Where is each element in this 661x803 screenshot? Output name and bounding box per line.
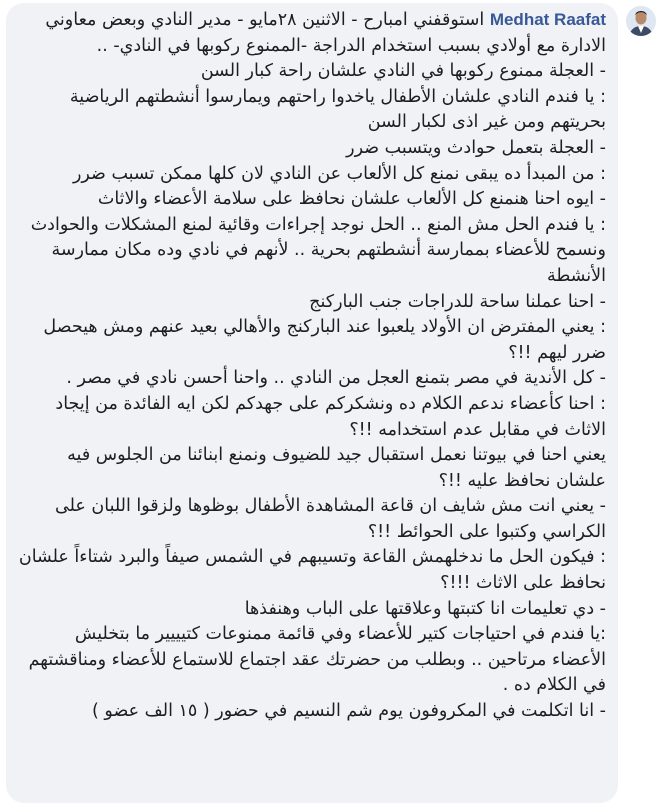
- comment-text-line: - دي تعليمات انا كتبتها وعلاقتها على الباب وهنفذها: [244, 598, 606, 619]
- comment-text-line: - العجلة بتعمل حوادث ويتسبب ضرر: [346, 137, 606, 158]
- comment-text-line: يعني احنا في بيوتنا نعمل استقبال جيد للضيوف ونمنع ابنائنا من الجلوس فيه علشان نحافظ عليه !!؟: [67, 445, 606, 491]
- comment-text-line: - ايوه احنا هنمنع كل الألعاب علشان نحافظ على سلامة الأعضاء والاثاث: [97, 189, 606, 210]
- profile-photo-icon: [626, 6, 656, 36]
- comment-text-line: - العجلة ممنوع ركوبها في النادي علشان راحة كبار السن: [200, 61, 606, 82]
- comment-text-line: - انا اتكلمت في المكروفون يوم شم النسيم في حضور ( ١٥ الف عضو ): [92, 701, 606, 722]
- comment-text-line: - كل الأندية في مصر بتمنع العجل من النادي .. واحنا أحسن نادي في مصر .: [66, 368, 606, 389]
- comment-text-line: :يا فندم في احتياجات كتير للأعضاء وفي قائمة ممنوعات كتيييير ما بتخليش الأعضاء مرتاحين .. وبطلب من حضرتك عقد اجتماع للاستماع للأعضاء ومناقشتهم في الكلام ده .: [28, 624, 606, 696]
- comment-text-line: - يعني انت مش شايف ان قاعة المشاهدة الأطفال بوظوها ولزقوا اللبان على الكراسي وكتبوا على الحوائط !!؟: [55, 496, 606, 542]
- comment-text-line: : من المبدأ ده يبقى نمنع كل الألعاب عن النادي لان كلها ممكن تسبب ضرر: [72, 163, 606, 184]
- comment-text-line: : يا فندم النادي علشان الأطفال ياخدوا راحتهم ويمارسوا أنشطتهم الرياضية بحريتهم ومن غير اذى لكبار السن: [69, 86, 606, 133]
- comment-text-line: : يا فندم الحل مش المنع .. الحل نوجد إجراءات وقائية لمنع المشكلات والحوادث ونسمح للأعضاء بممارسة أنشطتهم بحرية .. لأنهم في نادي وده مكان ممارسة الأنشطة: [30, 214, 606, 286]
- comment-text-line: - احنا عملنا ساحة للدراجات جنب الباركنج: [309, 291, 606, 312]
- comment-text-line: : فيكون الحل ما ندخلهمش القاعة وتسيبهم في الشمس صيفاً والبرد شتاءاً علشان نحافظ على الاثاث !!!؟: [18, 547, 606, 594]
- comment-text-line: : يعني المفترض ان الأولاد يلعبوا عند الباركنج والأهالي بعيد عنهم ومش هيحصل ضرر ليهم !!؟: [43, 317, 606, 363]
- comment-text-line: استوقفني امبارح - الاثنين ٢٨مايو - مدير النادي وبعض معاوني الادارة مع أولادي بسبب استخدام الدراجة -الممنوع ركوبها في النادي- ..: [45, 10, 606, 56]
- avatar[interactable]: [626, 6, 656, 36]
- comment-author-name[interactable]: Medhat Raafat: [489, 10, 606, 29]
- comment-text-line: : احنا كأعضاء ندعم الكلام ده ونشكركم على جهدكم لكن ايه الفائدة من إيجاد الاثاث في مقابل عدم استخدامه !!؟: [55, 393, 606, 440]
- comment-bubble: [6, 3, 618, 803]
